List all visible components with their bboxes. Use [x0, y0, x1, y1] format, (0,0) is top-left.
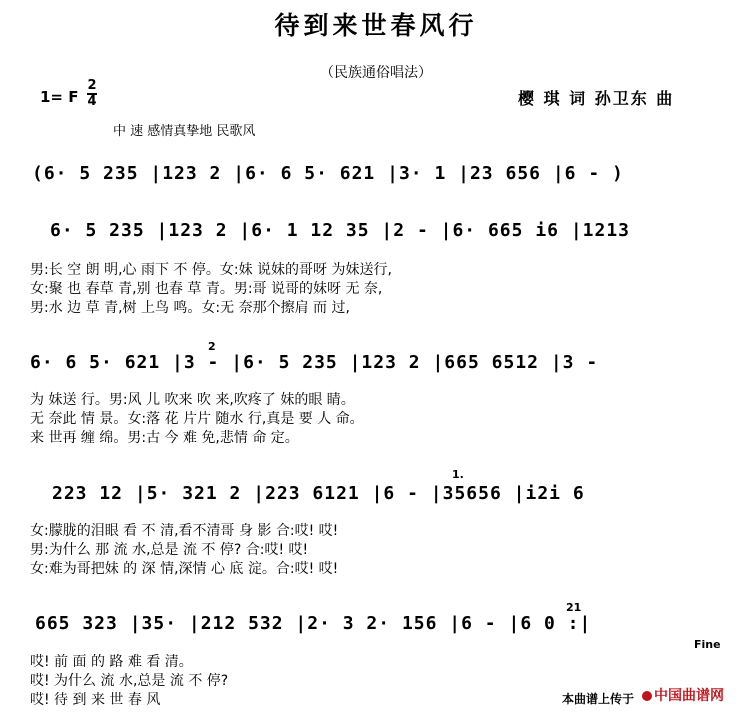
lyric-verse-1: 哎! 前 面 的 路 难 看 清。 [30, 654, 193, 670]
notation-line-4: 223 12 |5· 321 2 |223 6121 |6 - |35656 |i2i 6 [52, 483, 585, 504]
lyric-verse-3: 女:难为哥把妹 的 深 情,深情 心 底 淀。合:哎! 哎! [30, 561, 339, 577]
notation-line-5: 665 323 |35· |212 532 |2· 3 2· 156 |6 - |6 0 :| [35, 613, 592, 634]
meter-change-mark: 2 [208, 340, 216, 353]
song-title: 待到来世春风行 [274, 11, 478, 40]
notation-line-3: 6· 6 5· 621 |3 - |6· 5 235 |123 2 |665 6512 |3 - [30, 352, 599, 373]
upload-note: 本曲谱上传于 [562, 692, 635, 706]
lyric-verse-2: 男:为什么 那 流 水,总是 流 不 停? 合:哎! 哎! [30, 542, 309, 558]
lyric-verse-3: 男:水 边 草 青,树 上鸟 鸣。女:无 奈那个擦肩 而 过, [30, 300, 350, 316]
key-signature: 1= F [40, 88, 79, 106]
notation-line-2: 6· 5 235 |123 2 |6· 1 12 35 |2 - |6· 665 i6 |1213 [50, 220, 631, 241]
tempo-marking: 中 速 感情真挚地 民歌风 [113, 124, 256, 139]
singing-style: （民族通俗唱法） [320, 65, 432, 81]
volta-1-mark: 1. [452, 468, 464, 481]
time-signature: 2 4 [87, 78, 97, 109]
notation-line-1: (6· 5 235 |123 2 |6· 6 5· 621 |3· 1 |23 656 |6 - ) [32, 163, 624, 184]
fine-mark: Fine [694, 638, 721, 651]
lyric-verse-2: 无 奈此 情 景。女:落 花 片片 随水 行,真是 要 人 命。 [30, 411, 364, 427]
lyric-verse-3: 来 世再 缠 绵。男:古 今 难 免,悲情 命 定。 [30, 430, 299, 446]
logo-icon [642, 691, 652, 701]
lyric-verse-3: 哎! 待 到 来 世 春 风 [30, 692, 161, 708]
lyric-verse-1: 女:朦胧的泪眼 看 不 清,看不清哥 身 影 合:哎! 哎! [30, 523, 339, 539]
volta-21-mark: 21 [566, 601, 582, 614]
lyric-verse-2: 哎! 为什么 流 水,总是 流 不 停? [30, 673, 229, 689]
site-logo[interactable]: 中国曲谱网 [642, 685, 724, 705]
lyric-verse-2: 女:聚 也 春草 青,别 也春 草 青。男:哥 说哥的妹呀 无 奈, [30, 281, 383, 297]
lyric-verse-1: 男:长 空 朗 明,心 雨下 不 停。女:妹 说妹的哥呀 为妹送行, [30, 262, 392, 278]
credits: 樱 琪 词 孙卫东 曲 [518, 89, 675, 108]
lyric-verse-1: 为 妹送 行。男:风 儿 吹来 吹 来,吹疼了 妹的眼 睛。 [30, 392, 355, 408]
